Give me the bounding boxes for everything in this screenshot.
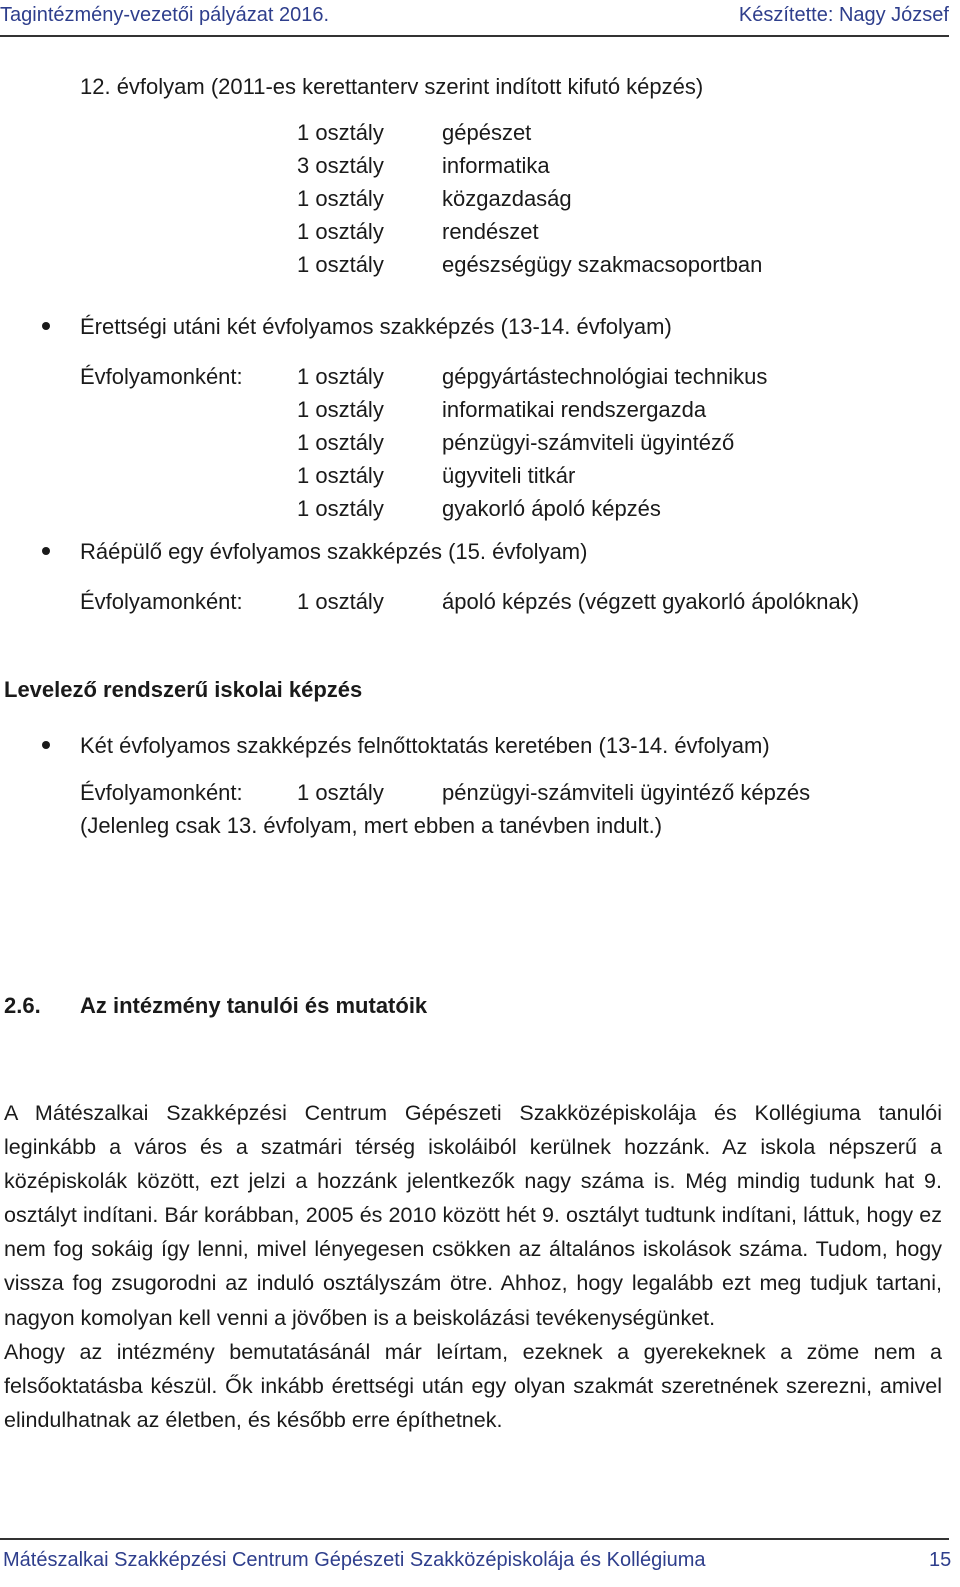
list-item-count: 1 osztály [297, 219, 384, 244]
list-item-count: 1 osztály [297, 120, 384, 145]
list-item-count: 1 osztály [297, 496, 384, 521]
bullet-icon [42, 322, 50, 330]
list-item-count: 1 osztály [297, 397, 384, 422]
list-item-count: 1 osztály [297, 430, 384, 455]
footer-rule [0, 1538, 949, 1540]
list-item-count: 1 osztály [297, 186, 384, 211]
list-item-field: rendészet [442, 219, 539, 244]
list-item-count: 1 osztály [297, 252, 384, 277]
correspondence-note: (Jelenleg csak 13. évfolyam, mert ebben a tanévben indult.) [80, 813, 663, 838]
correspondence-bullet: Két évfolyamos szakképzés felnőttoktatás keretében (13-14. évfolyam) [80, 733, 770, 758]
section-title: Az intézmény tanulói és mutatóik [80, 993, 428, 1018]
correspondence-heading: Levelező rendszerű iskolai képzés [4, 677, 363, 702]
list-item-field: informatikai rendszergazda [442, 397, 707, 422]
paragraph: Ahogy az intézmény bemutatásánál már leírtam, ezeknek a gyerekeknek a zöme nem a felsőoktatásba készül. Ők inkább érettségi után egy olyan szakmát szeretnének szerezni, amivel elindulhatnak az életben, és később erre építhetnek. [4, 1339, 942, 1432]
list-item-field: pénzügyi-számviteli ügyintéző [442, 430, 735, 455]
post-secondary-heading: Érettségi utáni két évfolyamos szakképzés (13-14. évfolyam) [80, 314, 672, 339]
footer-institution: Mátészalkai Szakképzési Centrum Gépészeti Szakközépiskolája és Kollégiuma [3, 1549, 706, 1571]
list-item-field: gépgyártástechnológiai technikus [442, 364, 768, 389]
header-author: Készítette: Nagy József [738, 4, 949, 26]
list-item-count: 1 osztály [297, 364, 384, 389]
per-grade-label: Évfolyamonként: [80, 780, 243, 805]
bullet-icon [42, 547, 50, 555]
grade12-title: 12. évfolyam (2011-es kerettanterv szerint indított kifutó képzés) [80, 74, 704, 99]
header-rule [0, 35, 949, 37]
list-item-field: közgazdaság [442, 186, 572, 211]
list-item-field: informatika [442, 153, 550, 178]
body-text [4, 1096, 942, 1437]
header-title: Tagintézmény-vezetői pályázat 2016. [0, 4, 330, 26]
section-number: 2.6. [4, 993, 41, 1018]
list-item-count: 1 osztály [297, 463, 384, 488]
list-item-field: pénzügyi-számviteli ügyintéző képzés [442, 780, 811, 805]
list-item-field: gépészet [442, 120, 532, 145]
followup-heading: Ráépülő egy évfolyamos szakképzés (15. évfolyam) [80, 539, 588, 564]
list-item-field: egészségügy szakmacsoportban [442, 252, 763, 277]
list-item-field: ügyviteli titkár [442, 463, 576, 488]
page-number: 15 [929, 1549, 952, 1571]
list-item-count: 1 osztály [297, 780, 384, 805]
list-item-count: 1 osztály [297, 589, 384, 614]
list-item-field: ápoló képzés (végzett gyakorló ápolóknak) [442, 589, 860, 614]
per-grade-label: Évfolyamonként: [80, 364, 243, 389]
list-item-field: gyakorló ápoló képzés [442, 496, 661, 521]
per-grade-label: Évfolyamonként: [80, 589, 243, 614]
bullet-icon [42, 741, 50, 749]
paragraph: A Mátészalkai Szakképzési Centrum Gépészeti Szakközépiskolája és Kollégiuma tanulói leginkább a város és a szatmári térség iskoláiból kerülnek hozzánk. Az iskola népszerű a középiskolák között, ezt jelzi a hozzánk jelentkezők nagy száma is. Még mindig tudunk hat 9. osztályt indítani. Bár korábban, 2005 és 2010 között hét 9. osztályt tudtunk indítani, láttuk, hogy ez nem fog sokáig így lenni, mivel lényegesen csökken az általános iskolások száma. Tudom, hogy vissza fog zsugorodni az induló osztályszám ötre. Ahhoz, hogy legalább ezt meg tudjuk tartani, nagyon komolyan kell venni a jövőben is a beiskolázási tevékenységünket. [4, 1101, 942, 1330]
list-item-count: 3 osztály [297, 153, 384, 178]
page-header [0, 0, 960, 44]
